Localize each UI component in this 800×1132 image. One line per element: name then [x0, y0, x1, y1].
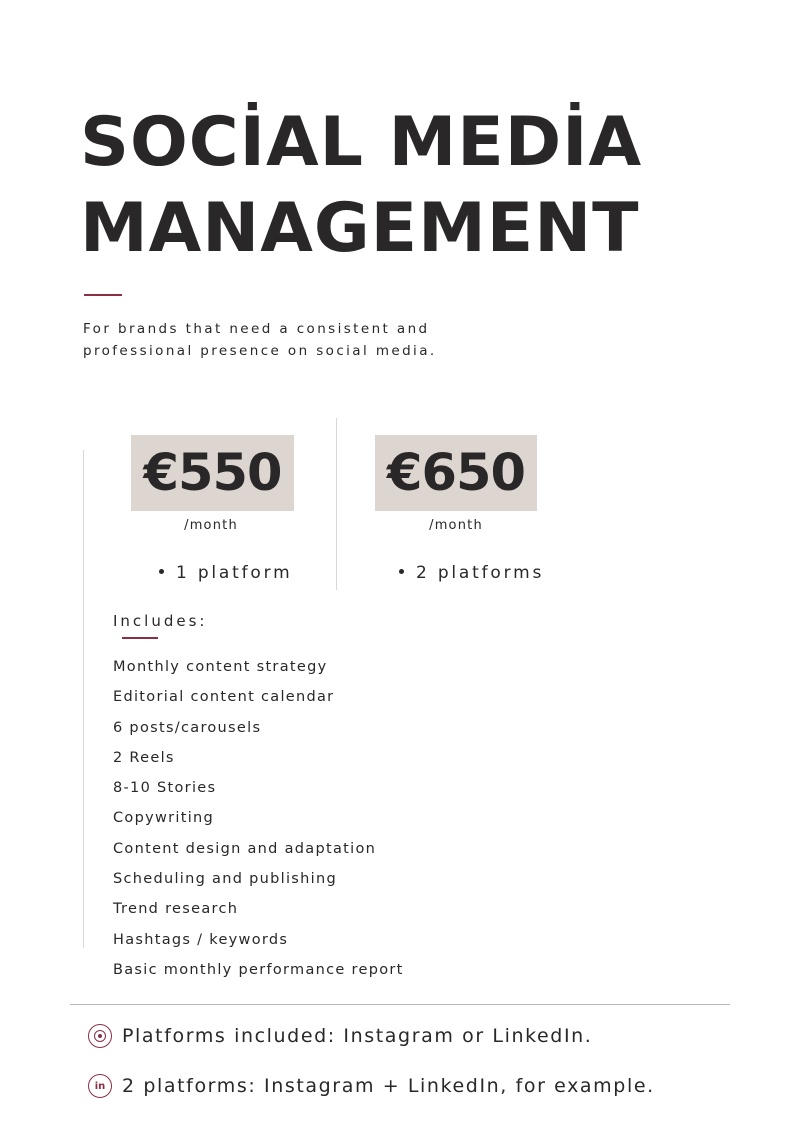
list-item: Monthly content strategy	[113, 659, 328, 675]
left-vertical-rule	[83, 450, 84, 948]
title-accent-divider	[84, 294, 122, 296]
footer-note-example	[88, 1074, 655, 1098]
list-item: Copywriting	[113, 810, 215, 827]
plan-separator-rule	[336, 418, 337, 590]
list-item: Content design and adaptation	[113, 840, 377, 857]
list-item: Hashtags / keywords	[113, 931, 289, 948]
includes-accent-divider	[122, 637, 158, 639]
includes-list	[113, 652, 404, 985]
plan-2-price: €650	[387, 443, 525, 503]
instagram-icon	[88, 1024, 112, 1048]
footer-divider	[70, 1004, 730, 1005]
plan-1-feature	[159, 563, 292, 583]
page-title-line-2: MANAGEMENT	[80, 189, 640, 268]
footer-note-platforms	[88, 1024, 592, 1048]
plan-2-price-highlight	[375, 435, 537, 511]
linkedin-icon: in	[88, 1074, 112, 1098]
plan-2-feature	[399, 563, 544, 583]
list-item: 2 Reels	[113, 749, 175, 766]
plan-2-period: /month	[429, 518, 483, 533]
plan-2-platforms: 2 platforms	[416, 563, 545, 583]
list-item: Basic monthly performance report	[113, 961, 404, 978]
includes-heading: Includes:	[113, 612, 208, 630]
list-item: 6 posts/carousels	[113, 719, 262, 736]
page-title-line-1: SOCİAL MEDİA	[80, 103, 643, 182]
page-subtitle: For brands that need a consistent and professional presence on social media.	[83, 321, 437, 359]
bullet-dot-icon	[159, 569, 164, 574]
plan-1-period: /month	[184, 518, 238, 533]
page-title	[80, 100, 642, 272]
list-item: Editorial content calendar	[113, 689, 335, 706]
footer-note-example-text: 2 platforms: Instagram + LinkedIn, for example.	[122, 1075, 655, 1097]
plan-1-price-highlight	[131, 435, 294, 511]
list-item: Scheduling and publishing	[113, 871, 337, 888]
bullet-dot-icon	[399, 569, 404, 574]
plan-1-platforms: 1 platform	[176, 563, 293, 583]
plan-1-price: €550	[143, 443, 282, 503]
list-item: 8-10 Stories	[113, 780, 217, 797]
list-item: Trend research	[113, 901, 239, 918]
footer-note-platforms-text: Platforms included: Instagram or LinkedIn.	[122, 1025, 593, 1047]
